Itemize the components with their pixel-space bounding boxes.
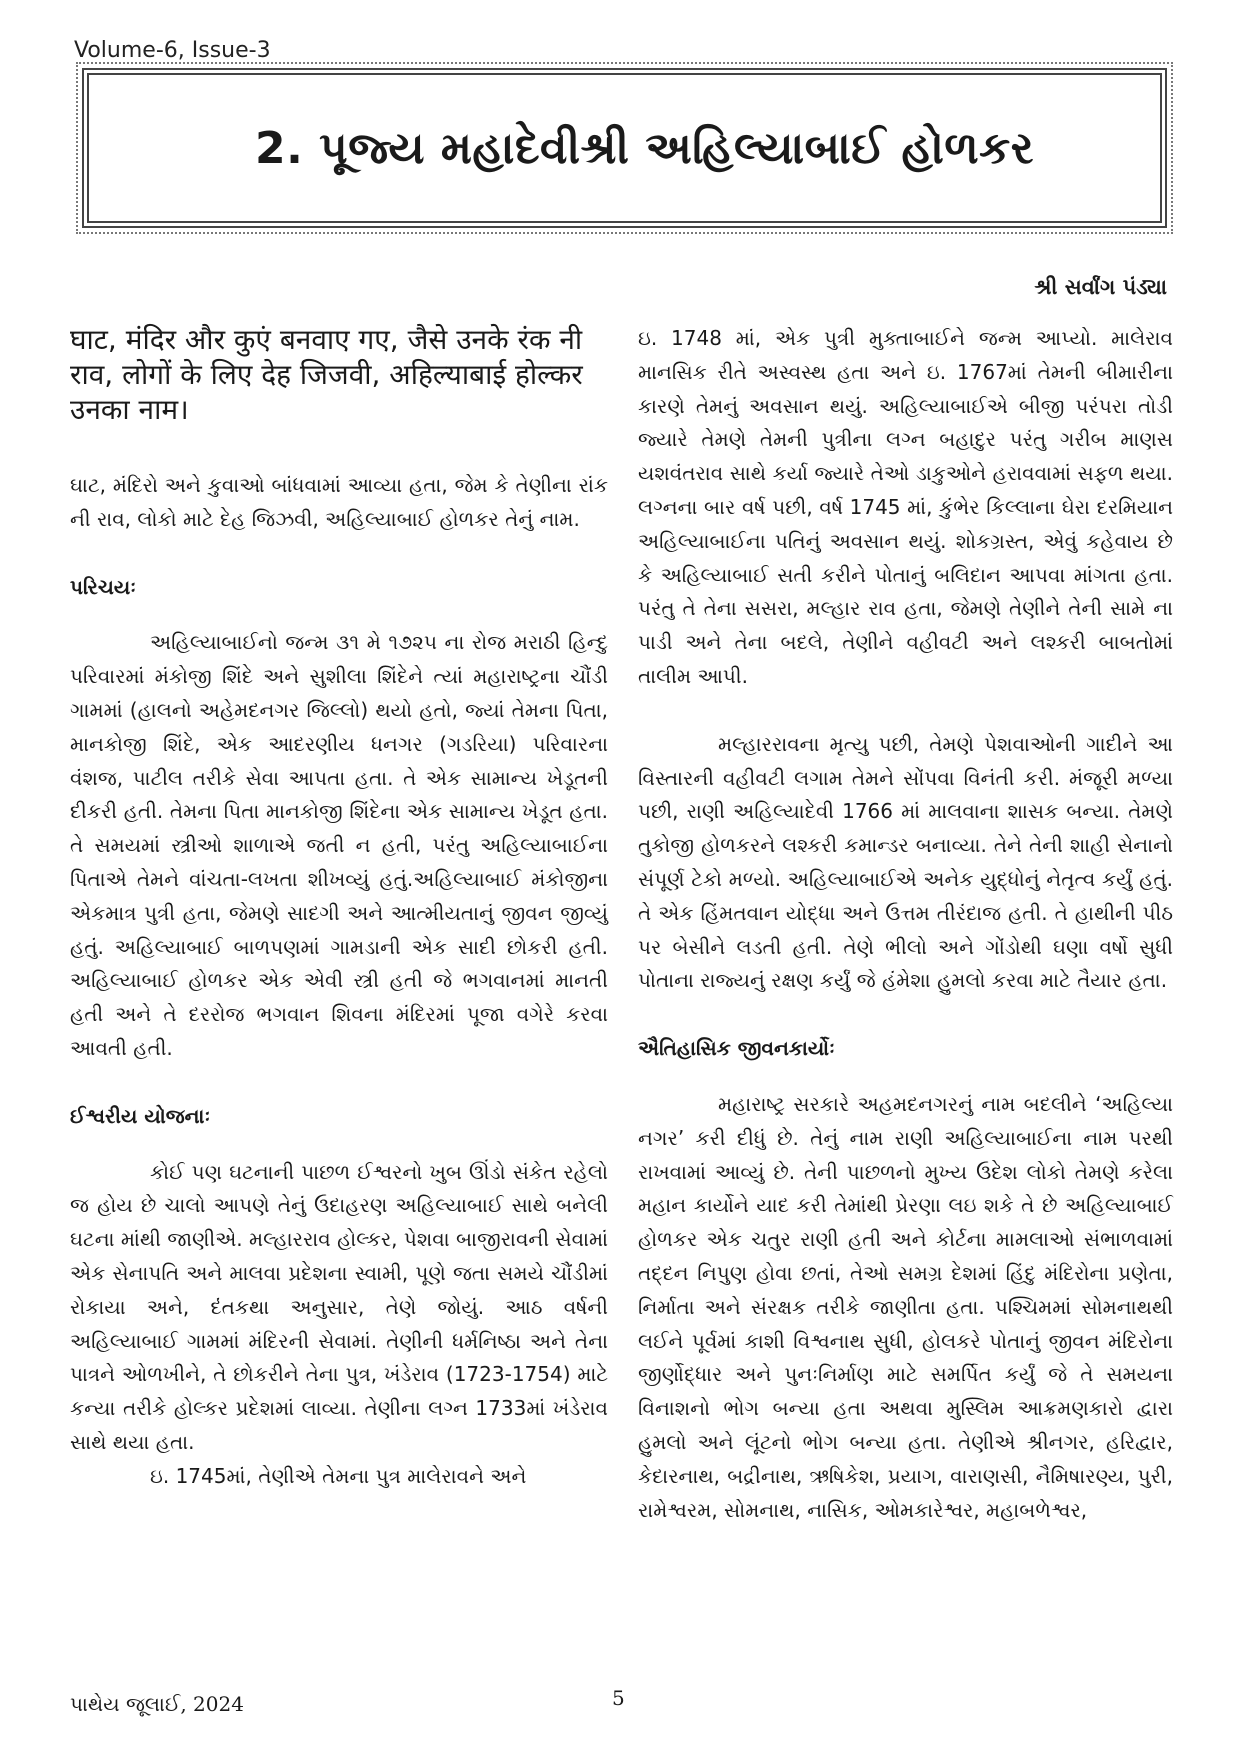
page-number: 5: [612, 1686, 625, 1710]
article-title: 2. પૂજ્ય મહાદેવીશ્રી અહિલ્યાબાઈ હોળકર: [255, 122, 1034, 174]
left-column: [70, 322, 608, 1494]
continued-paragraph: ઇ. 1748 માં, એક પુત્રી મુક્તાબાઈને જન્મ આપ્યો. માલેરાવ માનસિક રીતે અસ્વસ્થ હતા અને ઇ. 1767માં તેમની બીમારીના કારણે તેમનું અવસાન થયું. અહિલ્યાબાઈએ બીજી પરંપરા તોડી જ્યારે તેમણે તેમની પુત્રીના લગ્ન બહાદુર પરંતુ ગરીબ માણસ યશવંતરાવ સાથે કર્યા જ્યારે તેઓ ડાકુઓને હરાવવામાં સફળ થયા. લગ્નના બાર વર્ષ પછી, વર્ષ 1745 માં, કુંભેર કિલ્લાના ઘેરા દરમિયાન અહિલ્યાબાઈના પતિનું અવસાન થયું. શોકગ્રસ્ત, એવું કહેવાય છે કે અહિલ્યાબાઈ સતી કરીને પોતાનું બલિદાન આપવા માંગતા હતા. પરંતુ તે તેના સસરા, મલ્હાર રાવ હતા, જેમણે તેણીને તેની સામે ના પાડી અને તેના બદલે, તેણીને વહીવટી અને લશ્કરી બાબતોમાં તાલીમ આપી.: [638, 326, 1173, 688]
title-frame: [82, 68, 1167, 228]
volume-issue: Volume-6, Issue-3: [74, 38, 271, 63]
author-name: શ્રી સર્વાંગ પંડ્યા: [1034, 275, 1167, 299]
intro-paragraph: ઘાટ, મંદિરો અને કુવાઓ બાંધવામાં આવ્યા હતા, જેમ કે તેણીના રાંક ની રાવ, લોકો માટે દેહ જિઝવી, અહિલ્યાબાઈ હોળકર તેનું નામ.: [70, 473, 608, 531]
historic-works-paragraph: મહારાષ્ટ્ર સરકારે અહમદનગરનું નામ બદલીને ‘અહિલ્યા નગર’ કરી દીધું છે. તેનું નામ રાણી અહિલ્યાબાઈના નામ પરથી રાખવામાં આવ્યું છે. તેની પાછળનો મુખ્ય ઉદેશ લોકો તેમણે કરેલા મહાન કાર્યોને યાદ કરી તેમાંથી પ્રેરણા લઇ શકે તે છે અહિલ્યાબાઈ હોળકર એક ચતુર રાણી હતી અને કોર્ટના મામલાઓ સંભાળવામાં તદ્દન નિપુણ હોવા છતાં, તેઓ સમગ્ર દેશમાં હિંદુ મંદિરોના પ્રણેતા, નિર્માતા અને સંરક્ષક તરીકે જાણીતા હતા. પશ્ચિમમાં સોમનાથથી લઈને પૂર્વમાં કાશી વિશ્વનાથ સુધી, હોલકરે પોતાનું જીવન મંદિરોના જીર્ણોદ્ધાર અને પુનઃનિર્માણ માટે સમર્પિત કર્યું જે તે સમયના વિનાશનો ભોગ બન્યા હતા અથવા મુસ્લિમ આક્રમણકારો દ્વારા હુમલો અને લૂંટનો ભોગ બન્યા હતા. તેણીએ શ્રીનગર, હરિદ્વાર, કેદારનાથ, બદ્રીનાથ, ઋષિકેશ, પ્રયાગ, વારાણસી, નૈમિષારણ્ય, પુરી, રામેશ્વરમ, સોમનાથ, નાસિક, ઓમકારેશ્વર, મહાબળેશ્વર,: [638, 1091, 1173, 1522]
heading-introduction: પરિચયઃ: [70, 574, 136, 599]
hindi-intro: घाट, मंदिर और कुएं बनवाए गए, जैसे उनके रंक नी राव, लोगों के लिए देह जिजवी, अहिल्याबाई होल्कर उनका नाम।: [70, 323, 583, 426]
footer-publication: પાથેય જૂલાઈ, 2024: [70, 1692, 244, 1716]
heading-divine-plan: ઈશ્વરીય યોજનાઃ: [70, 1103, 211, 1128]
divine-plan-continuation: ઇ. 1745માં, તેણીએ તેમના પુત્ર માલેરાવને અને: [150, 1463, 527, 1488]
heading-historic-works: ઐતિહાસિક જીવનકાર્યોઃ: [638, 1036, 835, 1061]
administration-paragraph: મલ્હારરાવના મૃત્યુ પછી, તેમણે પેશવાઓની ગાદીને આ વિસ્તારની વહીવટી લગામ તેમને સોંપવા વિનંતી કરી. મંજૂરી મળ્યા પછી, રાણી અહિલ્યાદેવી 1766 માં માલવાના શાસક બન્યા. તેમણે તુકોજી હોળકરને લશ્કરી કમાન્ડર બનાવ્યા. તેને તેની શાહી સેનાનો સંપૂર્ણ ટેકો મળ્યો. અહિલ્યાબાઈએ અનેક યુદ્ધોનું નેતૃત્વ કર્યું હતું. તે એક હિંમતવાન યોદ્ધા અને ઉત્તમ તીરંદાજ હતી. તે હાથીની પીઠ પર બેસીને લડતી હતી. તેણે ભીલો અને ગોંડોથી ઘણા વર્ષો સુધી પોતાના રાજ્યનું રક્ષણ કર્યું જે હંમેશા હુમલો કરવા માટે તૈયાર હતા.: [638, 731, 1173, 993]
right-column: [638, 322, 1173, 1527]
divine-plan-paragraph: કોઈ પણ ઘટનાની પાછળ ઈશ્વરનો ખુબ ઊંડો સંકેત રહેલો જ હોય છે ચાલો આપણે તેનું ઉદાહરણ અહિલ્યાબાઈ સાથે બનેલી ઘટના માંથી જાણીએ. મલ્હારરાવ હોલ્કર, પેશવા બાજીરાવની સેવામાં એક સેનાપતિ અને માલવા પ્રદેશના સ્વામી, પૂણે જતા સમયે ચૌંડીમાં રોકાયા અને, દંતકથા અનુસાર, તેણે જોયું. આઠ વર્ષની અહિલ્યાબાઈ ગામમાં મંદિરની સેવામાં. તેણીની ધર્મનિષ્ઠા અને તેના પાત્રને ઓળખીને, તે છોકરીને તેના પુત્ર, ખંડેરાવ (1723-1754) માટે કન્યા તરીકે હોલ્કર પ્રદેશમાં લાવ્યા. તેણીના લગ્ન 1733માં ખંડેરાવ સાથે થયા હતા.: [70, 1159, 608, 1454]
introduction-paragraph: અહિલ્યાબાઈનો જન્મ ૩૧ મે ૧૭૨૫ ના રોજ મરાઠી હિન્દુ પરિવારમાં મંકોજી શિંદે અને સુશીલા શિંદેને ત્યાં મહારાષ્ટ્રના ચૌંડી ગામમાં (હાલનો અહેમદનગર જિલ્લો) થયો હતો, જ્યાં તેમના પિતા, માનકોજી શિંદે, એક આદરણીય ધનગર (ગડરિયા) પરિવારના વંશજ, પાટીલ તરીકે સેવા આપતા હતા. તે એક સામાન્ય ખેડૂતની દીકરી હતી. તેમના પિતા માનકોજી શિંદેના એક સામાન્ય ખેડૂત હતા. તે સમયમાં સ્ત્રીઓ શાળાએ જતી ન હતી, પરંતુ અહિલ્યાબાઈના પિતાએ તેમને વાંચતા-લખતા શીખવ્યું હતું.અહિલ્યાબાઈ મંકોજીના એકમાત્ર પુત્રી હતા, જેમણે સાદગી અને આત્મીયતાનું જીવન જીવ્યું હતું. અહિલ્યાબાઈ બાળપણમાં ગામડાની એક સાદી છોકરી હતી. અહિલ્યાબાઈ હોળકર એક એવી સ્ત્રી હતી જે ભગવાનમાં માનતી હતી અને તે દરરોજ ભગવાન શિવના મંદિરમાં પૂજા વગેરે કરવા આવતી હતી.: [70, 630, 608, 1060]
